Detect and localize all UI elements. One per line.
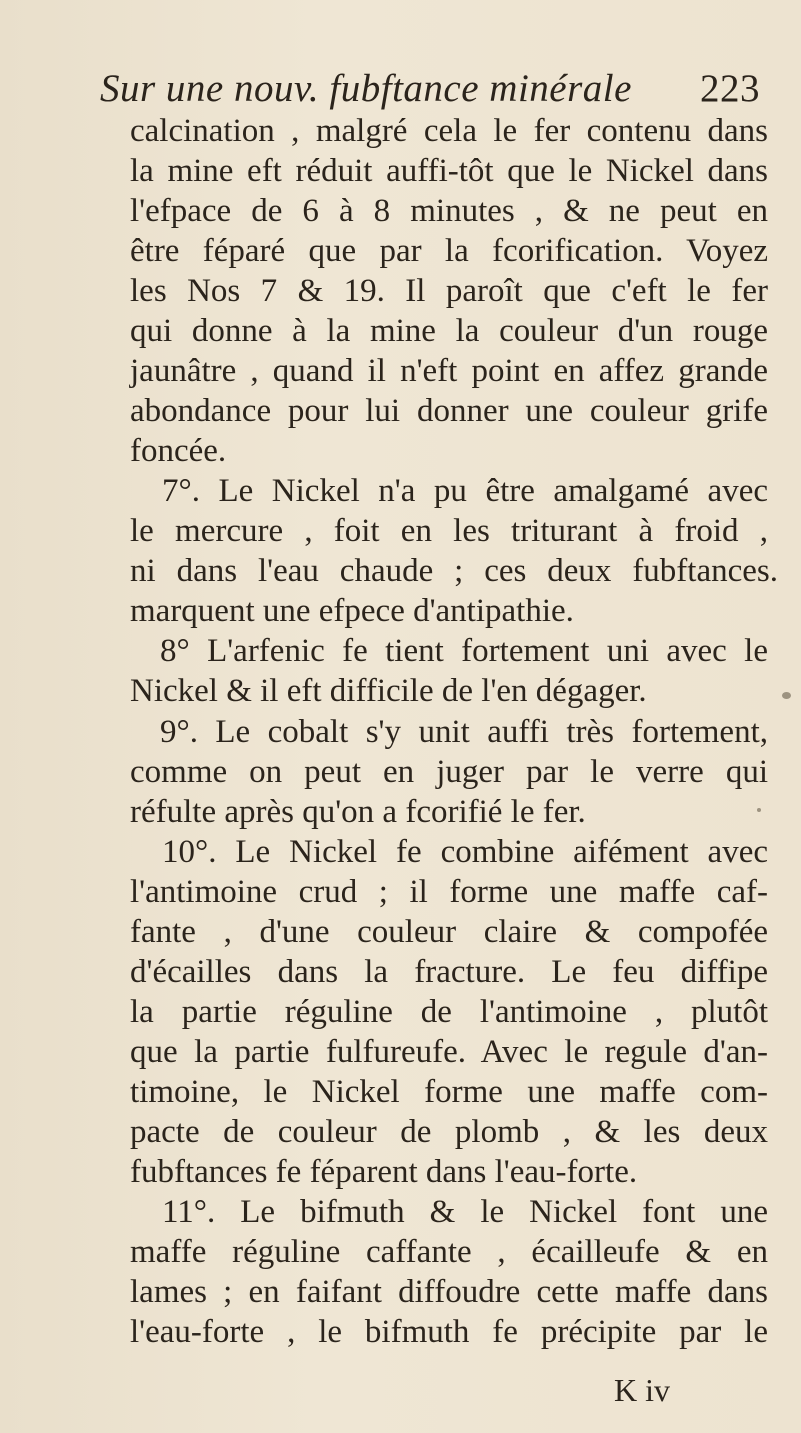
text-line: comme on peut en juger par le verre qui: [130, 754, 768, 790]
paper-speck: [782, 692, 791, 699]
text-line: 10°. Le Nickel fe combine aifément avec: [162, 834, 768, 870]
text-line: 9°. Le cobalt s'y unit auffi très fortement,: [160, 714, 768, 750]
paper-speck: [757, 808, 761, 812]
text-line: foncée.: [130, 433, 227, 469]
text-line: fubftances fe féparent dans l'eau-forte.: [130, 1154, 638, 1190]
text-line: lames ; en faifant diffoudre cette maffe dans: [130, 1274, 768, 1310]
text-line: 8° L'arfenic fe tient fortement uni avec le: [160, 633, 768, 669]
text-line: la partie réguline de l'antimoine , plutôt: [130, 994, 768, 1030]
text-line: fante , d'une couleur claire & compofée: [130, 914, 768, 950]
text-line: calcination , malgré cela le fer contenu dans: [130, 113, 768, 149]
text-line: la mine eft réduit auffi-tôt que le Nickel dans: [130, 153, 768, 189]
page-number: 223: [700, 67, 760, 110]
text-line: maffe réguline caffante , écailleufe & en: [130, 1234, 768, 1270]
text-line: d'écailles dans la fracture. Le feu diffipe: [130, 954, 768, 990]
text-line: Nickel & il eft difficile de l'en dégager.: [130, 673, 647, 709]
text-line: ni dans l'eau chaude ; ces deux fubftances.: [130, 553, 778, 589]
text-line: marquent une efpece d'antipathie.: [130, 593, 574, 629]
text-line: 11°. Le bifmuth & le Nickel font une: [162, 1194, 768, 1230]
text-line: l'antimoine crud ; il forme une maffe caf-: [130, 874, 768, 910]
text-line: jaunâtre , quand il n'eft point en affez grande: [130, 353, 768, 389]
text-line: pacte de couleur de plomb , & les deux: [130, 1114, 768, 1150]
text-line: que la partie fulfureufe. Avec le regule d'an-: [130, 1034, 768, 1070]
text-line: réfulte après qu'on a fcorifié le fer.: [130, 794, 586, 830]
text-line: qui donne à la mine la couleur d'un rouge: [130, 313, 768, 349]
text-line: l'eau-forte , le bifmuth fe précipite par le: [130, 1314, 768, 1350]
text-line: abondance pour lui donner une couleur grife: [130, 393, 768, 429]
signature-mark: K iv: [614, 1372, 670, 1408]
text-line: être féparé que par la fcorification. Voyez: [130, 233, 768, 269]
text-line: 7°. Le Nickel n'a pu être amalgamé avec: [162, 473, 768, 509]
header-title: Sur une nouv. fubftance minérale: [100, 67, 632, 110]
text-line: les Nos 7 & 19. Il paroît que c'eft le fer: [130, 273, 768, 309]
text-line: timoine, le Nickel forme une maffe com-: [130, 1074, 768, 1110]
text-line: le mercure , foit en les triturant à froid ,: [130, 513, 768, 549]
text-line: l'efpace de 6 à 8 minutes , & ne peut en: [130, 193, 768, 229]
